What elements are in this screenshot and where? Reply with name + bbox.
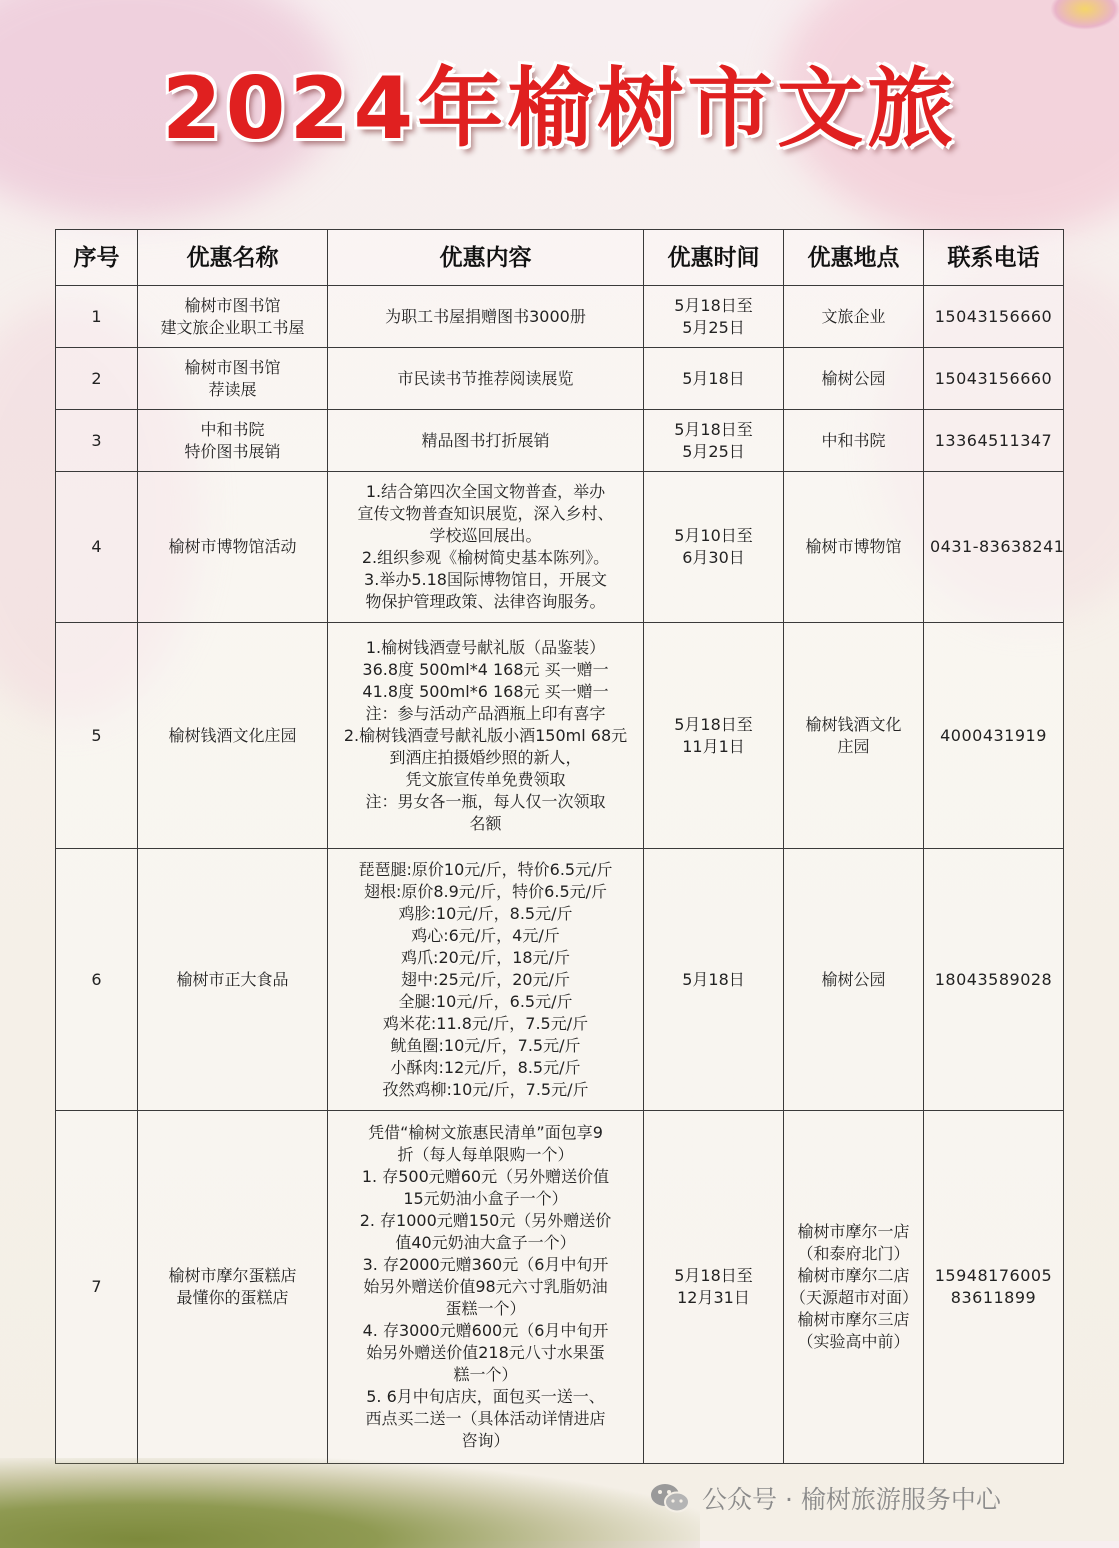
- cell-line: 荐读展: [208, 379, 257, 399]
- cell-line: 中和书院: [821, 430, 886, 450]
- cell-deal-time: [644, 1111, 784, 1464]
- cell-line: 翅根:原价8.9元/斤，特价6.5元/斤: [363, 881, 608, 901]
- cell-line: 榆树市图书馆: [184, 357, 281, 377]
- cell-line: （天源超市对面）: [790, 1288, 919, 1307]
- cell-line: 5. 6月中旬店庆，面包买一送一、: [366, 1387, 605, 1406]
- cell-line: 宣传文物普查知识展览，深入乡村、: [357, 504, 614, 523]
- cell-deal-place: [784, 348, 924, 410]
- cell-number: 3: [56, 410, 138, 472]
- cell-deal-name: [138, 472, 328, 623]
- cell-line: 榆树市摩尔蛋糕店: [168, 1266, 297, 1285]
- cell-line: 始另外赠送价值218元八寸水果蛋: [366, 1343, 605, 1362]
- cell-line: 孜然鸡柳:10元/斤，7.5元/斤: [382, 1079, 589, 1099]
- cell-deal-content: [328, 849, 644, 1111]
- cell-line: 榆树公园: [821, 368, 886, 388]
- cell-line: 榆树钱酒文化: [805, 714, 902, 734]
- header-deal-name: 优惠名称: [138, 230, 328, 286]
- cell-line: 咨询）: [461, 1431, 510, 1450]
- cell-line: 建文旅企业职工书屋: [160, 317, 305, 337]
- cell-deal-place: [784, 472, 924, 623]
- cell-line: 始另外赠送价值98元六寸乳脂奶油: [363, 1277, 608, 1296]
- cell-line: 最懂你的蛋糕店: [176, 1288, 289, 1307]
- cell-line: 3. 存2000元赠360元（6月中旬开: [362, 1255, 609, 1274]
- cell-line: 榆树市图书馆: [184, 295, 281, 315]
- cell-phone: [924, 623, 1064, 849]
- cell-line: 榆树钱酒文化庄园: [168, 725, 297, 745]
- cell-line: 榆树市博物馆活动: [168, 537, 297, 556]
- cell-deal-time: [644, 623, 784, 849]
- cell-deal-time: [644, 410, 784, 472]
- cell-line: 1.榆树钱酒壹号献礼版（品鉴装）: [365, 637, 606, 657]
- cell-deal-time: [644, 472, 784, 623]
- cell-deal-content: [328, 1111, 644, 1464]
- cell-line: 2. 存1000元赠150元（另外赠送价: [359, 1211, 612, 1230]
- cell-line: 15043156660: [934, 306, 1053, 326]
- cell-line: 全腿:10元/斤，6.5元/斤: [398, 991, 573, 1011]
- cell-line: 糕一个）: [453, 1365, 518, 1384]
- cell-number: 4: [56, 472, 138, 623]
- cell-line: 为职工书屋捐赠图书3000册: [385, 306, 586, 326]
- cell-line: 值40元奶油大盒子一个）: [395, 1233, 576, 1252]
- cell-line: 榆树市摩尔一店: [797, 1222, 910, 1241]
- cell-line: 6月30日: [682, 548, 745, 567]
- cell-number: 5: [56, 623, 138, 849]
- header-phone: 联系电话: [924, 230, 1064, 286]
- table-row: [56, 348, 1064, 410]
- deals-table: [55, 229, 1064, 1464]
- cell-phone: [924, 286, 1064, 348]
- cell-deal-name: [138, 849, 328, 1111]
- cell-number: 1: [56, 286, 138, 348]
- cell-number: 7: [56, 1111, 138, 1464]
- cell-line: 5月18日至: [674, 295, 753, 315]
- cell-phone: [924, 410, 1064, 472]
- cell-deal-name: [138, 348, 328, 410]
- cell-line: 15948176005: [934, 1266, 1053, 1285]
- cell-deal-place: [784, 849, 924, 1111]
- cell-line: 4. 存3000元赠600元（6月中旬开: [362, 1321, 609, 1340]
- cell-line: 物保护管理政策、法律咨询服务。: [365, 592, 606, 611]
- cell-deal-name: [138, 410, 328, 472]
- cell-deal-content: [328, 623, 644, 849]
- cell-line: 5月18日: [682, 368, 745, 388]
- cell-deal-name: [138, 286, 328, 348]
- table-header-row: [56, 230, 1064, 286]
- cell-line: 榆树市正大食品: [176, 969, 289, 989]
- cell-line: 名额: [469, 813, 502, 833]
- cell-line: 西点买二送一（具体活动详情进店: [365, 1409, 606, 1428]
- cell-line: （实验高中前）: [797, 1332, 910, 1351]
- cell-deal-place: [784, 623, 924, 849]
- cell-deal-name: [138, 1111, 328, 1464]
- cell-line: 5月18日至: [674, 419, 753, 439]
- header-deal-place: 优惠地点: [784, 230, 924, 286]
- cell-line: 榆树公园: [821, 969, 886, 989]
- cell-line: 1. 存500元赠60元（另外赠送价值: [361, 1167, 610, 1186]
- table-row: [56, 1111, 1064, 1464]
- header-deal-time: 优惠时间: [644, 230, 784, 286]
- cell-phone: [924, 1111, 1064, 1464]
- cell-line: 5月18日至: [674, 714, 753, 734]
- cell-deal-place: [784, 286, 924, 348]
- cell-deal-time: [644, 286, 784, 348]
- cell-line: 鸡心:6元/斤，4元/斤: [411, 925, 560, 945]
- cell-line: 鸡米花:11.8元/斤，7.5元/斤: [382, 1013, 589, 1033]
- hill-decoration: [0, 1458, 700, 1548]
- header-number: 序号: [56, 230, 138, 286]
- cell-line: 到酒庄拍摄婚纱照的新人，: [389, 747, 582, 767]
- table-row: [56, 410, 1064, 472]
- cell-deal-content: [328, 348, 644, 410]
- cell-line: 5月18日: [682, 969, 745, 989]
- cell-line: 12月31日: [677, 1288, 750, 1307]
- cell-line: 庄园: [837, 736, 870, 756]
- cell-line: 学校巡回展出。: [429, 526, 542, 545]
- cell-line: 15元奶油小盒子一个）: [403, 1189, 568, 1208]
- flower-decoration: [1050, 0, 1119, 30]
- cell-deal-place: [784, 1111, 924, 1464]
- table-row: [56, 472, 1064, 623]
- cell-line: 鸡胗:10元/斤，8.5元/斤: [398, 903, 573, 923]
- cell-deal-content: [328, 472, 644, 623]
- cell-line: 注：参与活动产品酒瓶上印有喜字: [365, 703, 606, 723]
- cell-line: 41.8度 500ml*6 168元 买一赠一: [362, 681, 609, 701]
- cell-line: 0431-83638241: [930, 537, 1065, 556]
- cell-line: 2.组织参观《榆树简史基本陈列》。: [361, 548, 610, 567]
- page-title: 2024年榆树市文旅: [161, 59, 958, 159]
- cell-line: 5月25日: [682, 317, 745, 337]
- table-row: [56, 286, 1064, 348]
- cell-line: 36.8度 500ml*4 168元 买一赠一: [362, 659, 609, 679]
- cell-deal-name: [138, 623, 328, 849]
- cell-line: 榆树市摩尔二店: [797, 1266, 910, 1285]
- cell-line: 15043156660: [934, 368, 1053, 388]
- cell-line: 11月1日: [682, 736, 745, 756]
- cell-line: 鱿鱼圈:10元/斤，7.5元/斤: [390, 1035, 581, 1055]
- cell-number: 2: [56, 348, 138, 410]
- footer-credit: [650, 1478, 1001, 1518]
- cell-number: 6: [56, 849, 138, 1111]
- cell-line: 凭借“榆树文旅惠民清单”面包享9: [368, 1123, 603, 1142]
- cell-line: 琵琶腿:原价10元/斤，特价6.5元/斤: [358, 859, 613, 879]
- cell-line: 2.榆树钱酒壹号献礼版小酒150ml 68元: [343, 725, 628, 745]
- cell-line: 鸡爪:20元/斤，18元/斤: [401, 947, 570, 967]
- cell-deal-time: [644, 849, 784, 1111]
- footer-text: 公众号 · 榆树旅游服务中心: [702, 1485, 1001, 1514]
- cell-line: （和泰府北门）: [797, 1244, 910, 1263]
- table-row: [56, 623, 1064, 849]
- header-deal-content: 优惠内容: [328, 230, 644, 286]
- cell-deal-content: [328, 286, 644, 348]
- cell-phone: [924, 472, 1064, 623]
- cell-line: 折（每人每单限购一个）: [397, 1145, 574, 1164]
- cell-line: 翅中:25元/斤，20元/斤: [401, 969, 570, 989]
- cell-deal-place: [784, 410, 924, 472]
- cell-line: 18043589028: [934, 969, 1053, 989]
- cell-line: 特价图书展销: [184, 441, 281, 461]
- cell-line: 4000431919: [940, 725, 1047, 745]
- cell-line: 83611899: [950, 1288, 1037, 1307]
- cell-line: 蛋糕一个）: [445, 1299, 526, 1318]
- cell-deal-content: [328, 410, 644, 472]
- cell-line: 市民读书节推荐阅读展览: [397, 368, 574, 388]
- cell-line: 文旅企业: [821, 306, 886, 326]
- cell-line: 小酥肉:12元/斤，8.5元/斤: [390, 1057, 581, 1077]
- cell-line: 13364511347: [934, 430, 1053, 450]
- cell-line: 5月25日: [682, 441, 745, 461]
- cell-phone: [924, 348, 1064, 410]
- cell-line: 精品图书打折展销: [421, 430, 550, 450]
- cell-line: 1.结合第四次全国文物普查，举办: [365, 482, 606, 501]
- table-row: [56, 849, 1064, 1111]
- cell-line: 5月10日至: [674, 526, 753, 545]
- cell-line: 中和书院: [200, 419, 265, 439]
- cell-deal-time: [644, 348, 784, 410]
- cell-line: 凭文旅宣传单免费领取: [405, 769, 566, 789]
- wechat-icon: [650, 1482, 690, 1514]
- cell-line: 5月18日至: [674, 1266, 753, 1285]
- cell-line: 榆树市摩尔三店: [797, 1310, 910, 1329]
- cell-line: 3.举办5.18国际博物馆日，开展文: [364, 570, 607, 589]
- cell-phone: [924, 849, 1064, 1111]
- cell-line: 注：男女各一瓶，每人仅一次领取: [365, 791, 606, 811]
- cell-line: 榆树市博物馆: [805, 537, 902, 556]
